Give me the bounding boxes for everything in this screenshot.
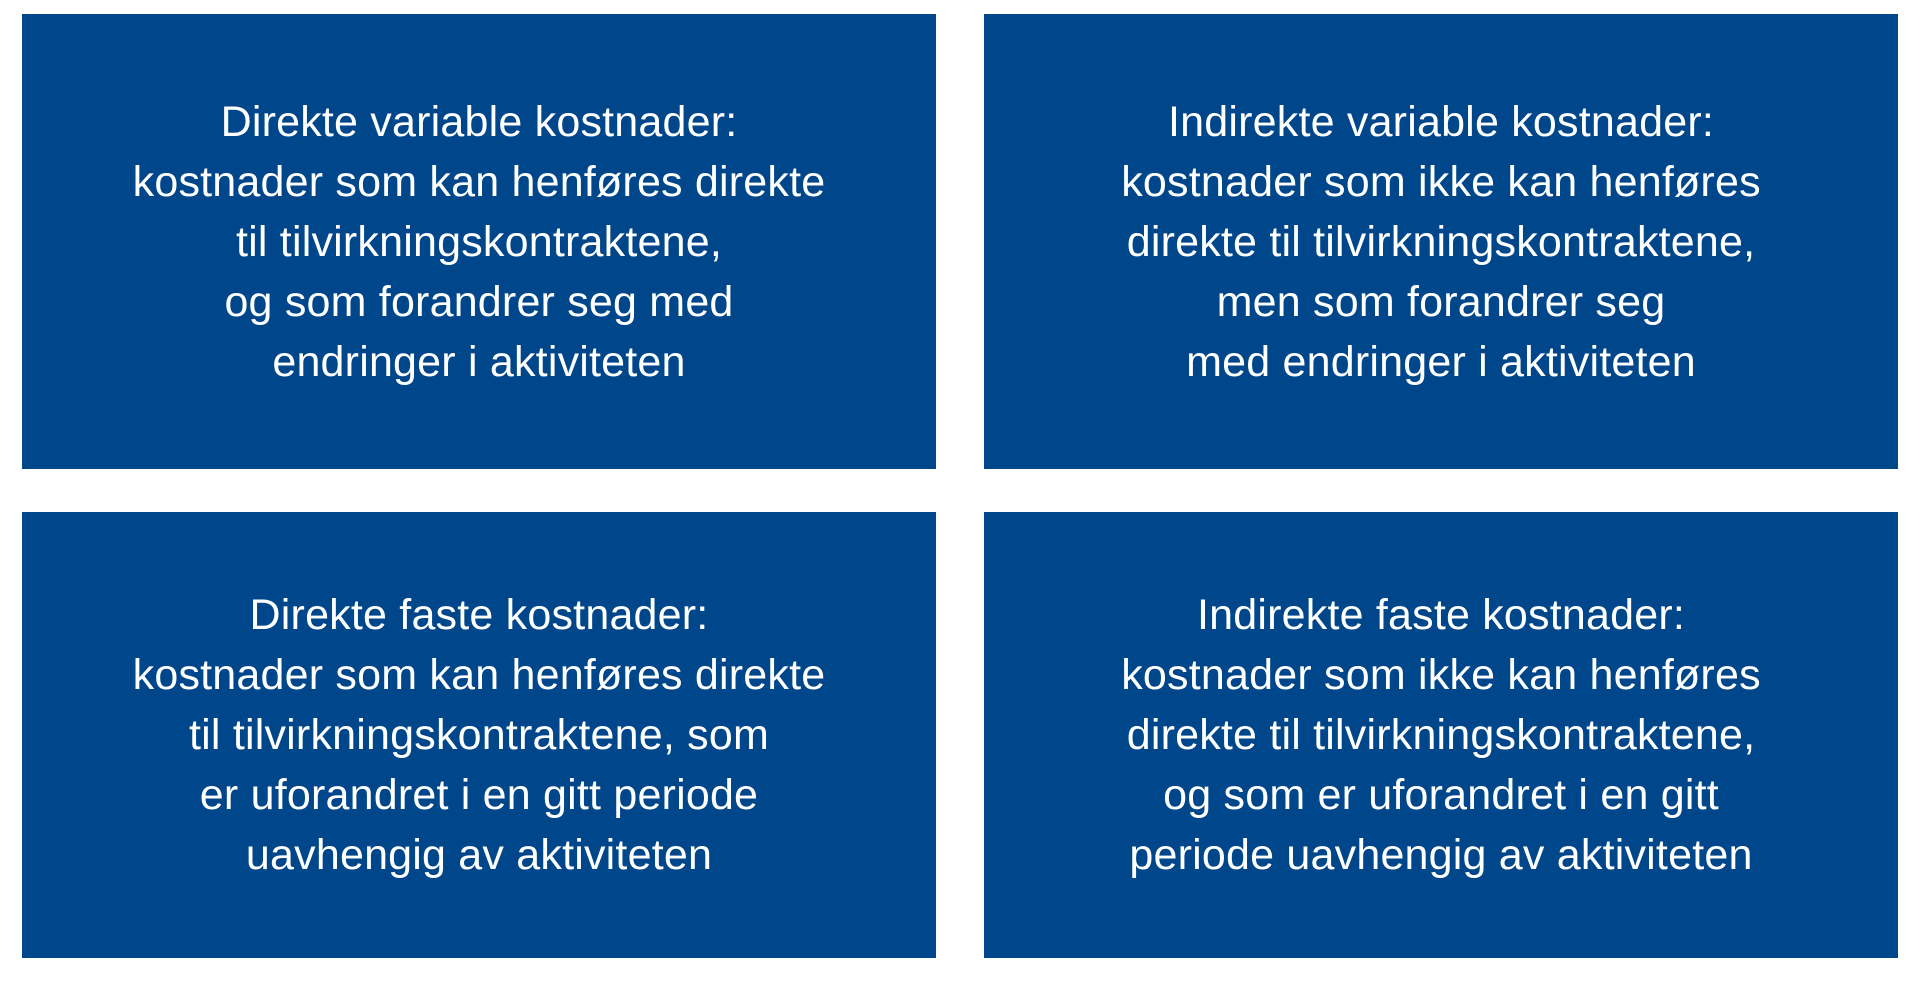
box-text-line: kostnader som ikke kan henføres (1121, 651, 1761, 699)
direct-fixed-costs-box (22, 512, 936, 958)
box-heading: Indirekte variable kostnader: (1168, 97, 1714, 146)
direct-fixed-costs-text (133, 585, 826, 885)
box-text-line: kostnader som kan henføres direkte (132, 157, 826, 206)
box-text-line: uavhengig av aktiviteten (245, 831, 713, 879)
box-text-line: til tilvirkningskontraktene, (236, 217, 722, 266)
direct-variable-costs-box (22, 14, 936, 469)
indirect-fixed-costs-box (984, 512, 1898, 958)
indirect-variable-costs-box (984, 14, 1898, 469)
indirect-variable-costs-text (1121, 92, 1761, 392)
direct-variable-costs-text (133, 92, 826, 392)
box-text-line: men som forandrer seg (1216, 277, 1666, 326)
box-text-line: og som er uforandret i en gitt (1163, 771, 1719, 819)
box-text-line: endringer i aktiviteten (272, 337, 686, 386)
box-text-line: til tilvirkningskontraktene, som (189, 711, 769, 759)
box-text-line: direkte til tilvirkningskontraktene, (1126, 711, 1756, 759)
box-text-line: med endringer i aktiviteten (1186, 337, 1696, 386)
box-text-line: og som forandrer seg med (224, 277, 734, 326)
box-text-line: periode uavhengig av aktiviteten (1129, 831, 1753, 879)
indirect-fixed-costs-text (1121, 585, 1761, 885)
box-heading: Direkte variable kostnader: (220, 97, 738, 146)
box-text-line: er uforandret i en gitt periode (199, 771, 759, 819)
box-text-line: direkte til tilvirkningskontraktene, (1126, 217, 1756, 266)
box-text-line: kostnader som ikke kan henføres (1121, 157, 1761, 206)
box-heading: Direkte faste kostnader: (249, 591, 709, 639)
box-heading: Indirekte faste kostnader: (1196, 591, 1686, 639)
box-text-line: kostnader som kan henføres direkte (132, 651, 826, 699)
